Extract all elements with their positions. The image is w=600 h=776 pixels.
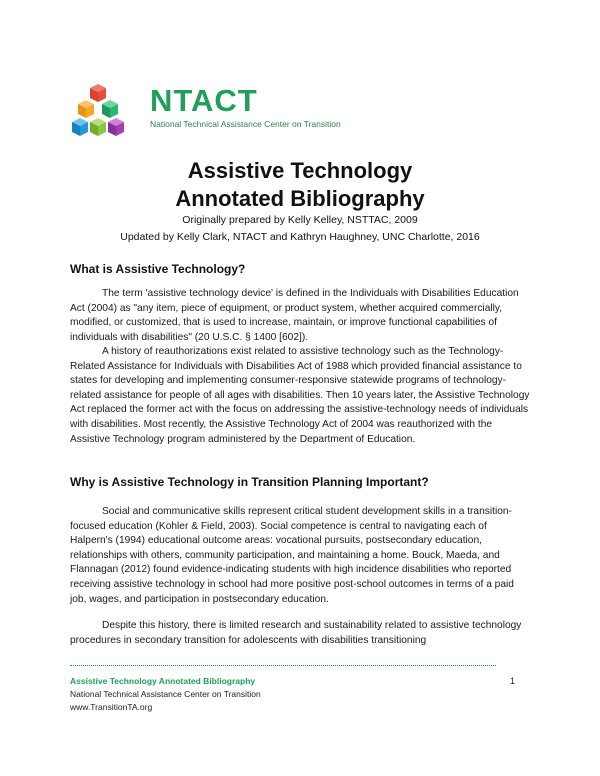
- logo-subtitle: National Technical Assistance Center on Transition: [150, 119, 341, 129]
- credit-line-original: Originally prepared by Kelly Kelley, NSTTAC, 2009: [182, 214, 418, 226]
- ntact-logo: [70, 82, 370, 144]
- page-number: 1: [510, 676, 516, 686]
- paragraph-history: A history of reauthorizations exist related to assistive technology such as the Technology-Related Assistance for Individuals with Disabilities Act of 1988 which provided financial assistance to states for developing and implementing consumer-responsive statewide programs of technology-related assistance for people of all ages with disabilities. Then 10 years later, the Assistive Technology Act replaced the former act with the focus on addressing the assistive-technology needs of individuals with disabilities. Most recently, the Assistive Technology Act of 2004 was reauthorized with the Assistive Technology program administered by the Department of Education.: [70, 346, 530, 445]
- document-title-line1: Assistive Technology: [187, 158, 413, 183]
- credit-line-updated: Updated by Kelly Clark, NTACT and Kathryn Haughney, UNC Charlotte, 2016: [120, 231, 480, 243]
- cube-bottom-left: [72, 118, 88, 136]
- footer-organization: National Technical Assistance Center on Transition: [70, 689, 261, 699]
- cube-mid-left: [78, 100, 94, 118]
- section-heading-what-is-at: What is Assistive Technology?: [70, 262, 246, 276]
- paragraph-social-skills: Social and communicative skills represent critical student development skills in a transition-focused education (Kohler & Field, 2003). Social competence is central to navigating each of Halpern's (1994) educational outcome areas: vocational pursuits, postsecondary education, relationships with others, community participation, and maintaining a home. Bouck, Maeda, and Flannagan (2012) found evidence-indicating students with high incidence disabilities who reported receiving assistive technology in school had more positive post-school outcomes in terms of a paid job, wages, and participation in postsecondary education.: [70, 506, 514, 605]
- cube-bottom-mid: [90, 118, 106, 136]
- logo-wordmark: NTACT: [150, 83, 258, 118]
- paragraph-limited-research: Despite this history, there is limited research and sustainability related to assistive technology procedures in secondary transition for adolescents with disabilities transitioning: [70, 620, 522, 646]
- cube-top: [90, 84, 106, 102]
- cube-mid-right: [102, 100, 118, 118]
- section-heading-why-important: Why is Assistive Technology in Transition Planning Important?: [70, 475, 429, 489]
- footer-divider: [70, 665, 496, 666]
- paragraph-definition: The term 'assistive technology device' is defined in the Individuals with Disabilities Education Act (2004) as "any item, piece of equipment, or product system, whether acquired commercially, modified, or customized, that is used to increase, maintain, or improve functional capabilities of individuals with disabilities" (20 U.S.C. § 1400 [602]).: [70, 288, 519, 343]
- cube-bottom-right: [108, 118, 124, 136]
- footer-title: Assistive Technology Annotated Bibliography: [70, 676, 256, 686]
- cubes-logo-icon: [70, 82, 140, 144]
- footer-website: www.TransitionTA.org: [70, 702, 153, 712]
- document-title-line2: Annotated Bibliography: [175, 186, 425, 211]
